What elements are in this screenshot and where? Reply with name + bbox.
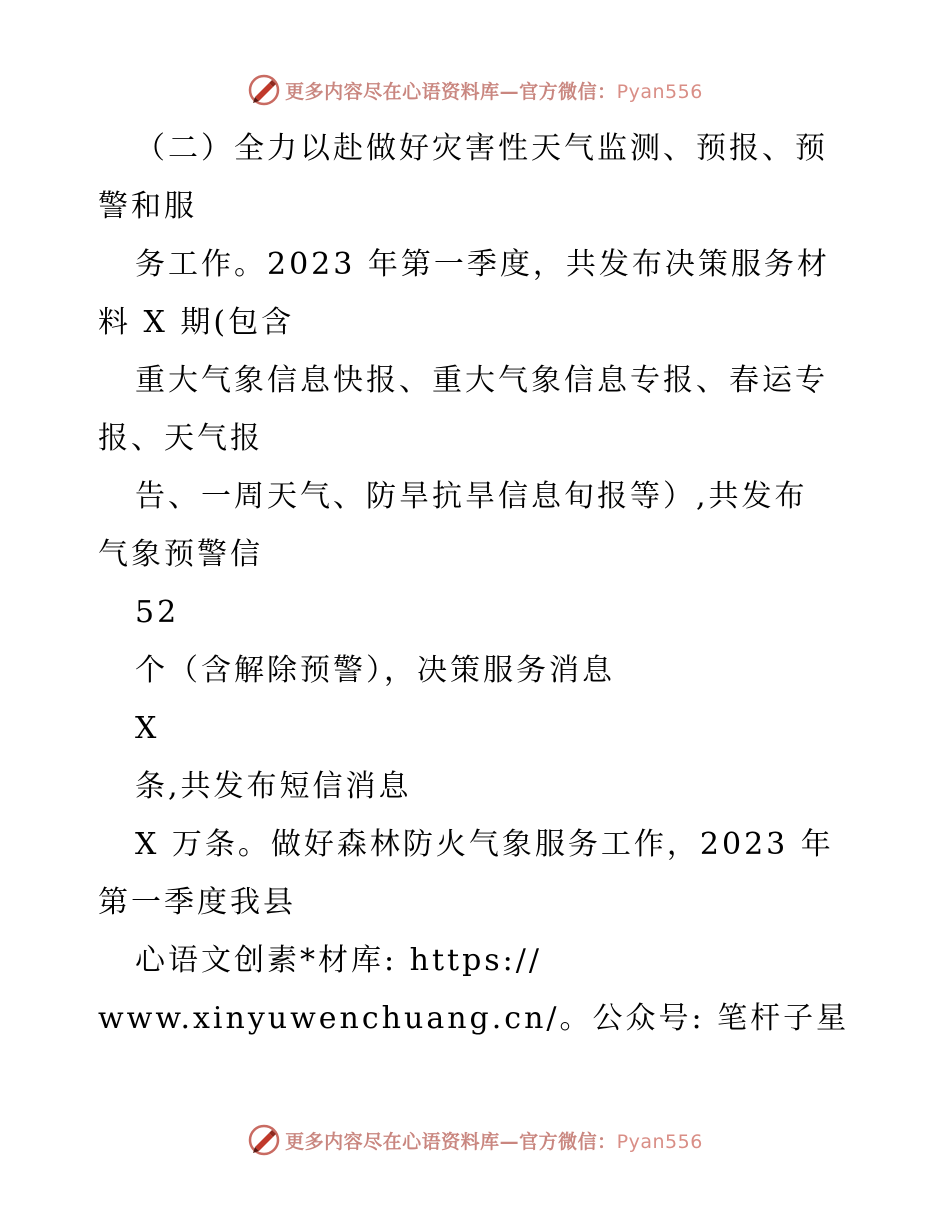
paragraph-line: 务工作。2023 年第一季度，共发布决策服务材: [135, 247, 830, 282]
paragraph-line: 报、天气报: [98, 421, 263, 456]
paragraph-line: X: [135, 711, 160, 746]
watermark-wechat-id: Pyan556: [616, 80, 703, 103]
paragraph-line: 心语文创素*材库: https://: [135, 943, 542, 978]
watermark-text: [285, 1127, 703, 1154]
watermark-main-text: 更多内容尽在心语资料库—官方微信：: [285, 1130, 617, 1153]
paragraph-line: www.xinyuwenchuang.cn/。公众号: 笔杆子星: [98, 1001, 850, 1036]
paragraph-line: 条,共发布短信消息: [135, 769, 412, 804]
paragraph-line: （二）全力以赴做好灾害性天气监测、预报、预: [135, 131, 828, 166]
pen-logo-icon: [247, 73, 281, 107]
paragraph-line: 52: [135, 595, 180, 630]
paragraph-line: X 万条。做好森林防火气象服务工作，2023 年: [135, 827, 834, 862]
document-body: [98, 120, 858, 1048]
paragraph-line: 料 X 期(包含: [98, 305, 295, 340]
paragraph-line: 警和服: [98, 189, 197, 224]
watermark-wechat-id: Pyan556: [616, 1130, 703, 1153]
paragraph-line: 第一季度我县: [98, 885, 296, 920]
paragraph-line: 气象预警信: [98, 537, 263, 572]
header-watermark-banner: [0, 70, 950, 110]
footer-watermark-banner: [0, 1120, 950, 1160]
paragraph-line: 重大气象信息快报、重大气象信息专报、春运专: [135, 363, 828, 398]
pen-logo-icon: [247, 1123, 281, 1157]
watermark-main-text: 更多内容尽在心语资料库—官方微信：: [285, 80, 617, 103]
paragraph-line: 告、一周天气、防旱抗旱信息旬报等）,共发布: [135, 479, 808, 514]
watermark-text: [285, 77, 703, 104]
paragraph-line: 个（含解除预警），决策服务消息: [135, 653, 615, 688]
